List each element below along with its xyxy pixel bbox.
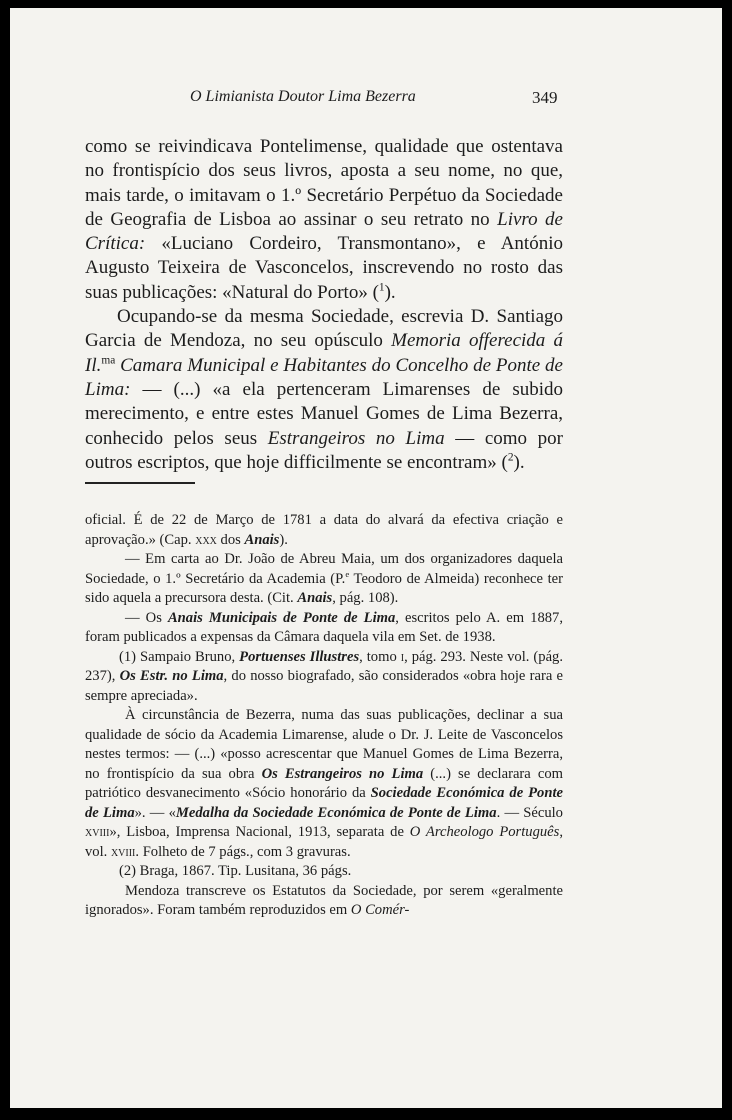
- footnote-2: (2) Braga, 1867. Tip. Lusitana, 36 págs.: [119, 863, 352, 879]
- footnote-divider: [85, 482, 195, 484]
- footnote-paragraph: — Em carta ao Dr. João de Abreu Maia, um dos organizadores daquela Sociedade, o 1.º Secretário da Academia (P.$^e$ Teodoro de Almeida) reconhece ter sido aquela a precursora desta. (Cit. Anais, pág. 108).: [85, 551, 563, 606]
- main-text: [85, 135, 563, 475]
- paragraph-2: Ocupando-se da mesma Sociedade, escrevia D. Santiago Garcia de Mendoza, no seu opúsculo Memoria offerecida á Il.$^{ma}$ Camara Municipal e Habitantes do Concelho de Ponte de Lima: — (...) «a ela pertenceram Limarenses de subido merecimento, e entre estes Manuel Gomes de Lima Bezerra, conhecido pelos seus Estrangeiros no Lima — como por outros escriptos, que hoje difficilmente se encontram» ($^2$).: [85, 306, 563, 473]
- footnote-1: (1) Sampaio Bruno, Portuenses Illustres, tomo i, pág. 293. Neste vol. (pág. 237), Os Estr. no Lima, do nosso biografado, são considerados «obra hoje rara e sempre apreciada».: [85, 648, 563, 704]
- page-number: 349: [532, 88, 558, 107]
- footnote-continuation: oficial. É de 22 de Março de 1781 a data do alvará da efectiva criação e aprovação.» (Cap. xxx dos Anais).: [85, 512, 563, 548]
- footnote-ref-1: 1: [378, 281, 385, 294]
- footnote-paragraph: — Os Anais Municipais de Ponte de Lima, escritos pelo A. em 1887, foram publicados a expensas da Câmara daquela vila em Set. de 1938.: [85, 609, 563, 645]
- paragraph-1: como se reivindicava Pontelimense, qualidade que ostentava no frontispício dos seus livros, aposta a seu nome, no que, mais tarde, o imitavam o 1.º Secretário Perpétuo da Sociedade de Geografia de Lisboa ao assinar o seu retrato no Livro de Crítica: «Luciano Cordeiro, Transmontano», e António Augusto Teixeira de Vasconcelos, inscrevendo no rosto das suas publicações: «Natural do Porto» ($^1$).: [85, 136, 563, 303]
- footnotes: [85, 511, 563, 921]
- book-page: [10, 8, 722, 1108]
- footnote-ref-2: 2: [507, 451, 514, 464]
- page-header: [10, 88, 722, 118]
- running-title: O Limianista Doutor Lima Bezerra: [190, 88, 416, 105]
- footnote-paragraph: Mendoza transcreve os Estatutos da Sociedade, por serem «geralmente ignorados». Foram também reproduzidos em O Comér-: [85, 882, 563, 918]
- footnote-paragraph: À circunstância de Bezerra, numa das suas publicações, declinar a sua qualidade de sócio da Academia Limarense, alude o Dr. J. Leite de Vasconcelos nestes termos: — (...) «posso acrescentar que Manuel Gomes de Lima Bezerra, no frontispício da sua obra Os Estrangeiros no Lima (...) se declarara com patriótico desvanecimento «Sócio honorário da Sociedade Económica de Ponte de Lima». — «Medalha da Sociedade Económica de Ponte de Lima. — Século xviii», Lisboa, Imprensa Nacional, 1913, separata de O Archeologo Português, vol. xviii. Folheto de 7 págs., com 3 gravuras.: [85, 707, 563, 860]
